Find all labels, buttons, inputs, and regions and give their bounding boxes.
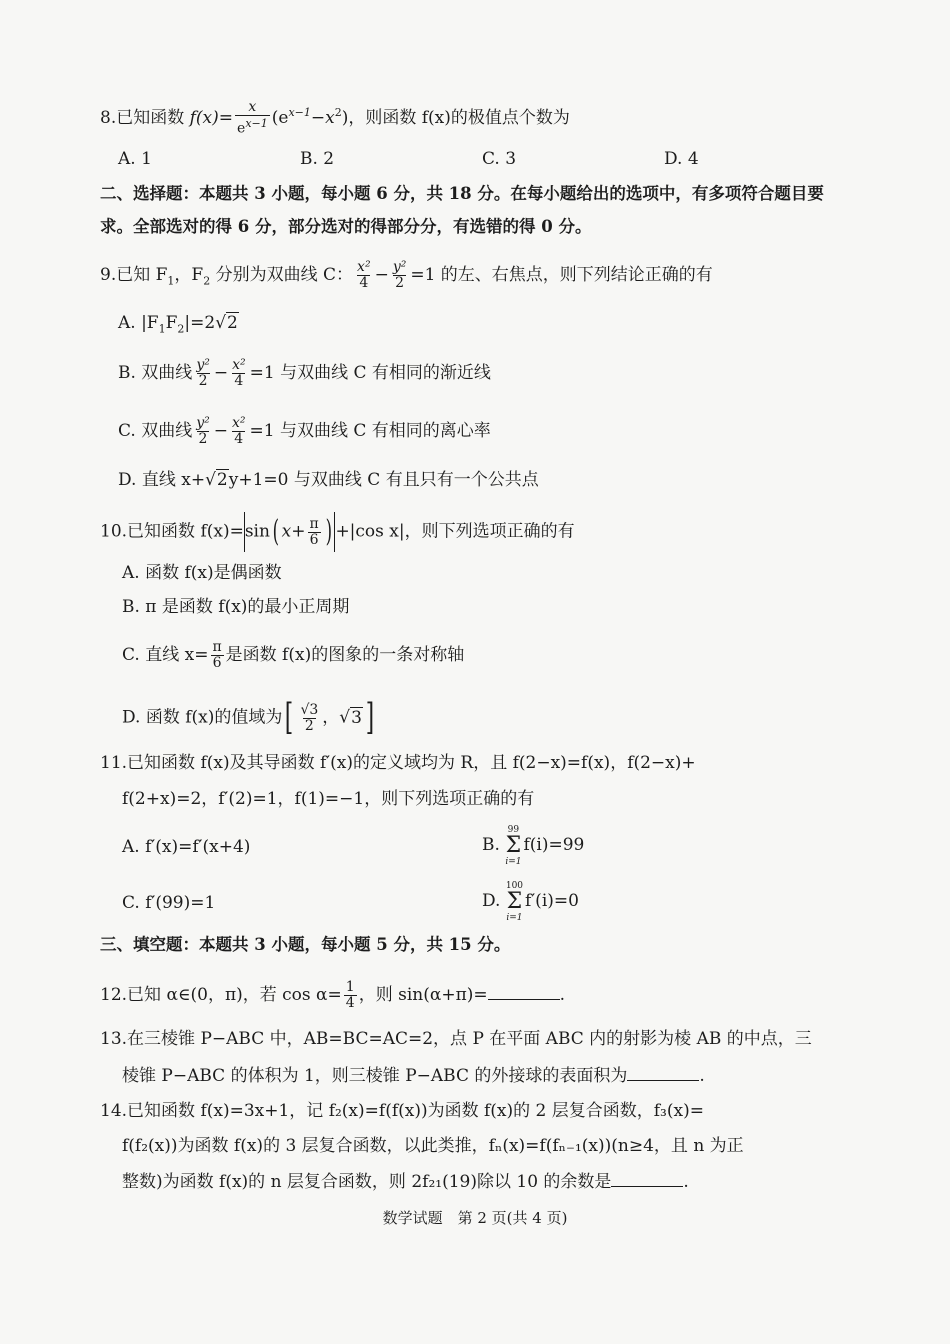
q8-prefix: 8.已知函数 <box>100 107 190 128</box>
q9-frac-x: $\frac{\text{x²}}{4}$ <box>357 259 371 291</box>
q8-option-b: B. 2 <box>300 149 335 169</box>
q10-option-d: D. 函数 f(x)的值域为[ $\frac{√3}{2}$ ，√3 ] <box>122 697 375 738</box>
q11-option-b: B. 99 Σ i=1 f(i)=99 <box>482 824 585 867</box>
q9-option-d: D. 直线 x+√2y+1=0 与双曲线 C 有且只有一个公共点 <box>118 470 539 490</box>
q8-fraction: $\frac{x}{e^{x-1}}$ <box>237 99 268 137</box>
q8-option-d: D. 4 <box>664 149 699 169</box>
question-14-cont: f(f₂(x))为函数 f(x)的 3 层复合函数，以此类推，fₙ(x)=f(fₙ₋₁(x))(n≥4，且 n 为正 <box>122 1136 744 1156</box>
q8-option-c: C. 3 <box>482 149 517 169</box>
q10-option-b: B. π 是函数 f(x)的最小正周期 <box>122 597 350 617</box>
section-2-heading-cont: 求。全部选对的得 6 分，部分选对的得部分分，有选错的得 0 分。 <box>100 217 592 236</box>
q8-suffix: )，则函数 f(x)的极值点个数为 <box>341 107 570 128</box>
q11-option-a: A. f′(x)=f′(x+4) <box>122 837 251 857</box>
q8-option-a: A. 1 <box>118 149 152 169</box>
question-13: 13.在三棱锥 P−ABC 中，AB=BC=AC=2，点 P 在平面 ABC 内的射影为棱 AB 的中点，三 <box>100 1029 812 1049</box>
question-11-cont: f(2+x)=2，f′(2)=1，f(1)=−1，则下列选项正确的有 <box>122 789 535 809</box>
section-3-heading: 三、填空题：本题共 3 小题，每小题 5 分，共 15 分。 <box>100 935 511 954</box>
answer-blank <box>611 1170 683 1187</box>
q9-option-b: B. 双曲线 $\frac{\text{y²}}{2}$ − $\frac{\text{x²}}{4}$ =1 与双曲线 C 有相同的渐近线 <box>118 357 491 389</box>
answer-blank <box>488 983 560 1000</box>
q11-option-c: C. f′(99)=1 <box>122 893 216 913</box>
q9-option-a: A. $|F_1F_2|=2√2$ <box>118 313 238 336</box>
q11-option-d: D. 100 Σ i=1 f′(i)=0 <box>482 880 579 923</box>
question-9: 9.已知 $F_1$，$F_2$ 分别为双曲线 C： $\frac{\text{x²}}{4}$ − $\frac{\text{y²}}{2}$ =1 的左、右焦点，则下列结论正确的有 <box>100 259 713 291</box>
q9-frac-y: $\frac{\text{y²}}{2}$ <box>392 259 407 291</box>
question-11: 11.已知函数 f(x)及其导函数 f′(x)的定义域均为 R，且 f(2−x)=f(x)，f(2−x)+ <box>100 753 696 773</box>
question-13-cont: 棱锥 P−ABC 的体积为 1，则三棱锥 P−ABC 的外接球的表面积为 . <box>122 1066 705 1086</box>
summation-symbol: 100 Σ i=1 <box>505 880 524 923</box>
q10-option-a: A. 函数 f(x)是偶函数 <box>122 563 282 583</box>
question-10: 10.已知函数 f(x)=sin( x+ $\frac{\pi}{6}$ ) +|cos x|，则下列选项正确的有 <box>100 512 575 552</box>
question-14-cont2: 整数)为函数 f(x)的 n 层复合函数，则 2f₂₁(19)除以 10 的余数是 . <box>122 1172 689 1192</box>
question-14: 14.已知函数 f(x)=3x+1，记 f₂(x)=f(f(x))为函数 f(x)的 2 层复合函数，f₃(x)= <box>100 1101 704 1121</box>
answer-blank <box>627 1064 699 1081</box>
summation-symbol: 99 Σ i=1 <box>505 824 522 867</box>
q9-option-c: C. 双曲线 $\frac{\text{y²}}{2}$ − $\frac{\text{x²}}{4}$ =1 与双曲线 C 有相同的离心率 <box>118 415 491 447</box>
section-2-heading: 二、选择题：本题共 3 小题，每小题 6 分，共 18 分。在每小题给出的选项中，有多项符合题目要 <box>100 184 824 203</box>
page-footer: 数学试题 第 2 页(共 4 页) <box>382 1209 568 1227</box>
q8-fx: f(x)= <box>189 107 234 128</box>
question-8: 8.已知函数 f(x)= $\frac{x}{e^{x-1}}$ $(e^{x-1}-x^2)$，则函数 f(x)的极值点个数为 <box>100 99 570 137</box>
question-12: 12.已知 α∈(0，π)，若 cos α= $\frac{1}{4}$ ，则 sin(α+π)= . <box>100 979 566 1011</box>
q10-option-c: C. 直线 x= $\frac{\pi}{6}$ 是函数 f(x)的图象的一条对称轴 <box>122 639 465 671</box>
